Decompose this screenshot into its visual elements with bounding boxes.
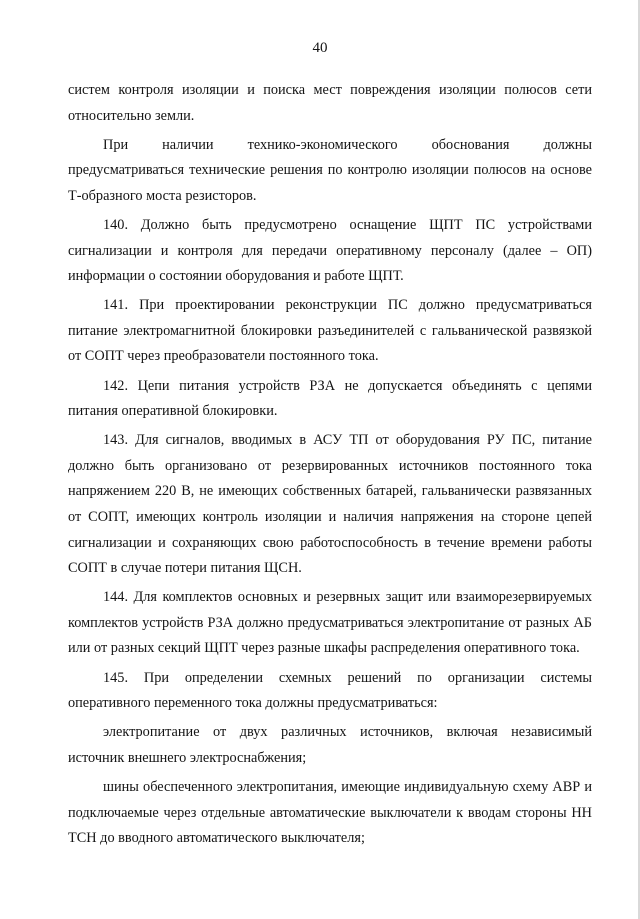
text-line: СОПТ в случае потери питания ЩСН. xyxy=(68,560,302,577)
text-line: 140. Должно быть предусмотрено оснащение ЩПТ ПС устройствами xyxy=(103,216,592,233)
text-line: или от разных секций ЩПТ через разные шкафы распределения оперативного тока. xyxy=(68,640,580,657)
text-line: 145. При определении схемных решений по организации системы xyxy=(103,669,592,686)
text-line: относительно земли. xyxy=(68,107,195,124)
text-line: предусматриваться технические решения по контролю изоляции полюсов на основе xyxy=(68,162,592,179)
text-line: систем контроля изоляции и поиска мест повреждения изоляции полюсов сети xyxy=(68,82,592,98)
document-body xyxy=(68,78,592,855)
text-line: подключаемые через отдельные автоматические выключатели к вводам стороны НН xyxy=(68,804,592,821)
text-line: сигнализации и сохраняющих свою работоспособность в течение времени работы xyxy=(68,534,592,551)
paragraph-cont xyxy=(68,78,592,129)
paragraph-144 xyxy=(68,585,592,662)
text-line: комплектов устройств РЗА должно предусматриваться электропитание от разных АБ xyxy=(68,614,592,631)
text-line: сигнализации и контроля для передачи оперативному персоналу (далее – ОП) xyxy=(68,242,592,259)
text-line: 143. Для сигналов, вводимых в АСУ ТП от оборудования РУ ПС, питание xyxy=(103,432,592,449)
paragraph-140 xyxy=(68,213,592,290)
paragraph-141 xyxy=(68,293,592,370)
text-line: напряжением 220 В, не имеющих собственных батарей, гальванически развязанных xyxy=(68,483,592,500)
text-line: 141. При проектировании реконструкции ПС должно предусматриваться xyxy=(103,297,592,314)
text-line: шины обеспеченного электропитания, имеющие индивидуальную схему АВР и xyxy=(103,778,592,795)
paragraph-145 xyxy=(68,666,592,717)
text-line: от СОПТ через преобразователи постоянного тока. xyxy=(68,348,379,365)
text-line: информации о состоянии оборудования и работе ЩПТ. xyxy=(68,268,404,285)
text-line: 142. Цепи питания устройств РЗА не допускается объединять с цепями xyxy=(103,377,592,394)
text-line: должно быть организовано от резервированных источников постоянного тока xyxy=(68,457,592,474)
paragraph-item1 xyxy=(68,720,592,771)
paragraph-item2 xyxy=(68,775,592,852)
text-line: оперативного переменного тока должны предусматриваться: xyxy=(68,695,438,712)
text-line: 144. Для комплектов основных и резервных защит или взаиморезервируемых xyxy=(103,589,592,606)
text-line: питание электромагнитной блокировки разъединителей с гальванической развязкой xyxy=(68,322,592,339)
text-line: При наличии технико-экономического обоснования должны xyxy=(103,136,592,153)
page-number: 40 xyxy=(312,40,328,56)
text-line: питания оперативной блокировки. xyxy=(68,403,278,420)
text-line: Т-образного моста резисторов. xyxy=(68,187,257,204)
text-line: от СОПТ, имеющих контроль изоляции и наличия напряжения на стороне цепей xyxy=(68,509,592,525)
paragraph-tmost xyxy=(68,133,592,210)
text-line: источник внешнего электроснабжения; xyxy=(68,749,307,766)
paragraph-142 xyxy=(68,374,592,425)
text-line: ТСН до вводного автоматического выключателя; xyxy=(68,830,365,847)
paragraph-143 xyxy=(68,428,592,582)
text-line: электропитание от двух различных источников, включая независимый xyxy=(103,724,592,741)
